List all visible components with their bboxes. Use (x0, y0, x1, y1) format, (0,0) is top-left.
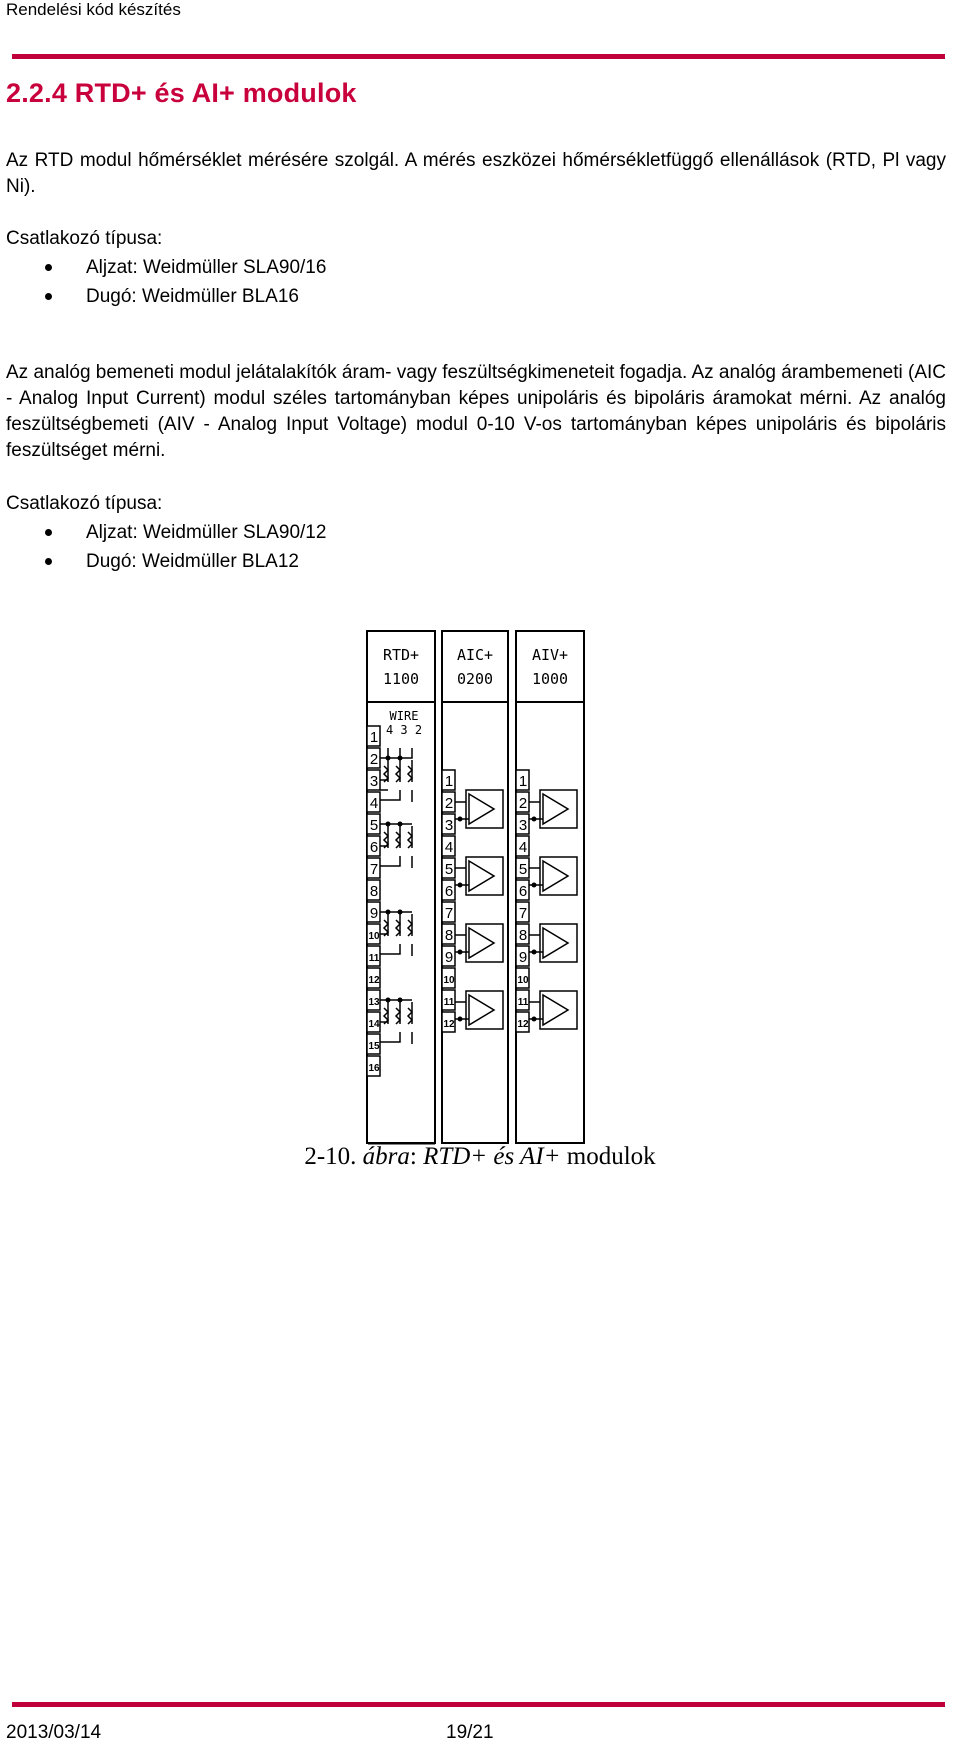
svg-text:2: 2 (369, 751, 379, 768)
svg-text:10: 10 (443, 975, 455, 986)
header-rule (12, 54, 945, 59)
aiv-module-code: 1000 (531, 670, 569, 688)
svg-text:10: 10 (368, 931, 380, 942)
caption-modules: RTD+ és AI+ (423, 1143, 561, 1170)
svg-text:9: 9 (369, 905, 379, 922)
svg-text:16: 16 (368, 1063, 380, 1074)
svg-text:15: 15 (368, 1041, 380, 1052)
aic-amp-dots (458, 817, 463, 1022)
aiv-terminals (516, 770, 529, 1032)
svg-text:9: 9 (444, 949, 454, 966)
svg-text:1: 1 (518, 773, 528, 790)
svg-text:6: 6 (518, 883, 528, 900)
svg-text:7: 7 (369, 861, 379, 878)
rtd-module-name: RTD+ (382, 646, 420, 664)
wire-numbers: 4 3 2 (385, 723, 423, 737)
footer-date: 2013/03/14 (6, 1722, 102, 1743)
paragraph-rtd: Az RTD modul hőmérséklet mérésére szolgál. A mérés eszközei hőmérsékletfüggő ellenállások (RTD, Pl vagy Ni). (6, 150, 946, 197)
svg-text:5: 5 (369, 817, 379, 834)
svg-text:14: 14 (368, 1019, 380, 1030)
svg-text:4: 4 (518, 839, 528, 856)
rtd-resistor-groups (380, 748, 412, 1044)
aic-amplifiers (455, 790, 503, 1029)
svg-text:6: 6 (444, 883, 454, 900)
caption-word: ábra (362, 1143, 410, 1170)
aic-terminals (442, 770, 455, 1032)
svg-text:1: 1 (444, 773, 454, 790)
aic-module-code: 0200 (456, 670, 494, 688)
svg-text:8: 8 (369, 883, 379, 900)
svg-text:4: 4 (444, 839, 454, 856)
svg-text:11: 11 (368, 953, 380, 964)
figure-caption: 2-10. ábra: RTD+ és AI+ modulok (304, 1143, 656, 1170)
svg-text:8: 8 (444, 927, 454, 944)
svg-text:5: 5 (444, 861, 454, 878)
svg-text:11: 11 (517, 997, 529, 1008)
svg-text:3: 3 (518, 817, 528, 834)
svg-text:3: 3 (369, 773, 379, 790)
svg-text:12: 12 (517, 1019, 529, 1030)
module-diagram (366, 630, 596, 1145)
svg-text:6: 6 (369, 839, 379, 856)
svg-text:10: 10 (517, 975, 529, 986)
footer-page-number: 19/21 (446, 1722, 494, 1743)
aiv-amplifiers (529, 790, 577, 1029)
section-title: 2.2.4 RTD+ és AI+ modulok (6, 78, 357, 108)
aic-module-name: AIC+ (456, 646, 494, 664)
aiv-module-name: AIV+ (531, 646, 569, 664)
rtd-terminals (367, 726, 380, 1076)
aiv-amp-dots (532, 817, 537, 1022)
svg-text:12: 12 (368, 975, 380, 986)
wire-label: WIRE (389, 709, 419, 723)
svg-text:13: 13 (368, 997, 380, 1008)
footer-rule (12, 1702, 945, 1707)
svg-text:1: 1 (369, 729, 379, 746)
connector-label-1: Csatlakozó típusa: (6, 228, 163, 249)
list-item: Dugó: Weidmüller BLA16 (0, 282, 326, 311)
svg-text:9: 9 (518, 949, 528, 966)
connector-label-2: Csatlakozó típusa: (6, 493, 163, 514)
caption-number: 2-10. (304, 1143, 357, 1170)
list-item: Aljzat: Weidmüller SLA90/16 (0, 253, 326, 282)
paragraph-ai: Az analóg bemeneti modul jelátalakítók áram- vagy feszültségkimeneteit fogadja. Az analóg árambemeneti (AIC - Analog Input Current) modul széles tartományban képes unipoláris és bipoláris áramokat mérni. Az analóg feszültségbemeti (AIV - Analog Input Voltage) modul 0-10 V-os tartományban képes unipoláris és bipoláris feszültséget mérni. (6, 362, 946, 461)
svg-text:7: 7 (444, 905, 454, 922)
svg-text:4: 4 (369, 795, 379, 812)
running-header: Rendelési kód készítés (6, 0, 181, 19)
list-item: Aljzat: Weidmüller SLA90/12 (0, 518, 326, 547)
svg-text:2: 2 (518, 795, 528, 812)
caption-tail: modulok (566, 1143, 656, 1170)
svg-text:7: 7 (518, 905, 528, 922)
svg-text:3: 3 (444, 817, 454, 834)
connector-list-2 (0, 518, 326, 576)
svg-text:5: 5 (518, 861, 528, 878)
connector-list-1 (0, 253, 326, 311)
list-item: Dugó: Weidmüller BLA12 (0, 547, 326, 576)
svg-text:2: 2 (444, 795, 454, 812)
svg-text:12: 12 (443, 1019, 455, 1030)
svg-text:8: 8 (518, 927, 528, 944)
svg-text:11: 11 (443, 997, 455, 1008)
rtd-module-code: 1100 (382, 670, 420, 688)
